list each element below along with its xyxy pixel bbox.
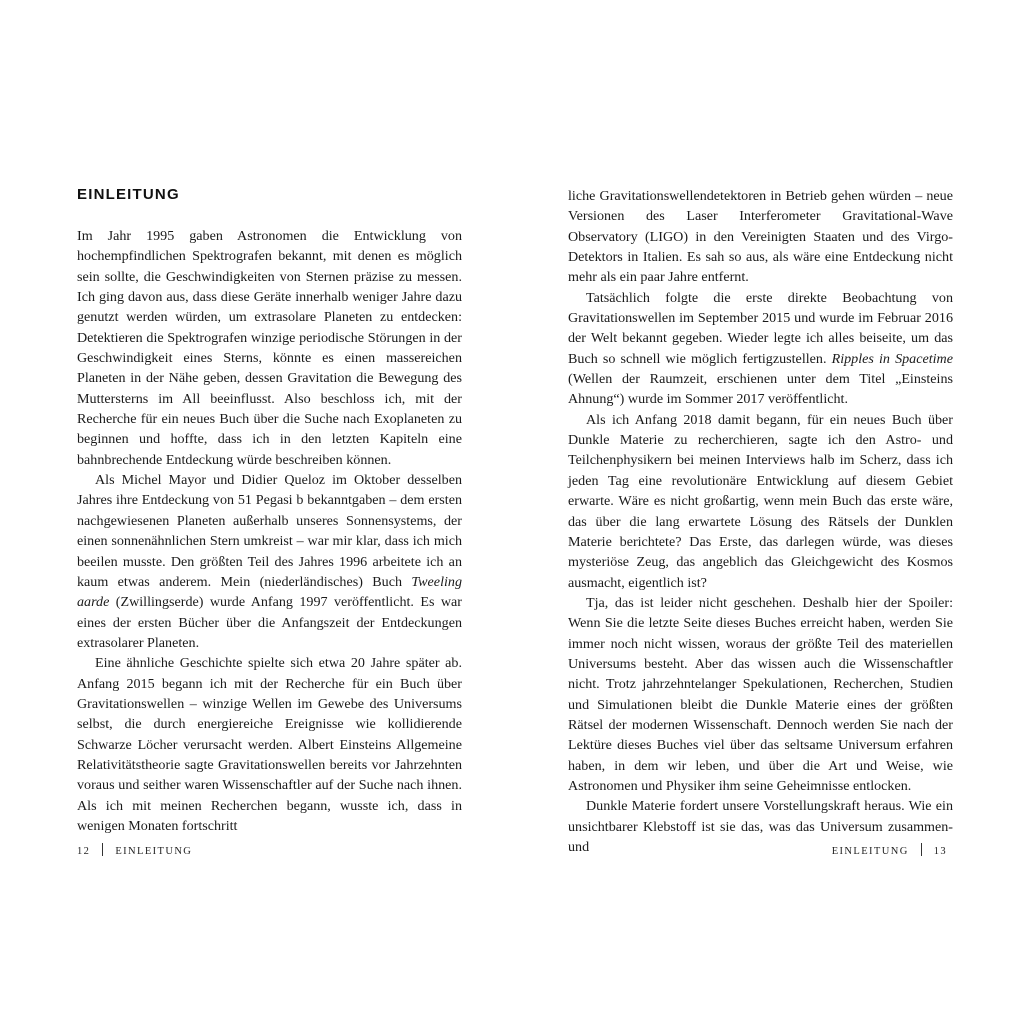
- paragraph: liche Gravitationswellendetektoren in Betrieb gehen würden – neue Versionen des Laser Interferometer Gravitational-Wave Observatory (LIGO) in den Vereinigten Staaten und des Virgo-Detektors in Italien. Es sah so aus, als wäre eine Entdeckung nicht mehr als ein paar Jahre entfernt.: [568, 188, 953, 286]
- paragraph-text: Als Michel Mayor und Didier Queloz im Oktober desselben Jahres ihre Entdeckung von 51 Pegasi b bekanntgaben – dem ersten nachgewiesenen Planeten außerhalb unseres Sonnensystems, der einen sonnenähnlichen Stern umkreist – war mir klar, dass ich mich beeilen musste. Den größten Teil des Jahres 1996 arbeitete ich an kaum etwas anderem. Mein (niederländisches) Buch: [77, 472, 462, 590]
- paragraph: Dunkle Materie fordert unsere Vorstellungskraft heraus. Wie ein unsichtbarer Klebstoff ist sie das, was das Universum zusammen- und: [568, 798, 953, 855]
- footer-divider: [921, 843, 922, 856]
- book-title: Tweeling aarde: [77, 573, 462, 611]
- left-page-footer: [77, 843, 192, 857]
- chapter-heading: EINLEITUNG: [77, 186, 180, 203]
- paragraph-text: (Wellen der Raumzeit, erschienen unter dem Titel „Einsteins Ahnung“) wurde im Sommer 2017 veröffentlicht.: [568, 371, 953, 408]
- right-page-body: [568, 186, 953, 857]
- right-page-footer: [832, 843, 947, 857]
- running-head: EINLEITUNG: [831, 846, 909, 857]
- left-page-body: [77, 226, 462, 836]
- page-number: 13: [933, 846, 947, 857]
- paragraph: Als ich Anfang 2018 damit begann, für ein neues Buch über Dunkle Materie zu recherchieren, sagte ich den Astro- und Teilchenphysikern bei meinen Interviews halb im Scherz, dass ich jeden Tag eine revolutionäre Entwicklung auf diesem Gebiet erwarte. Wäre es nicht großartig, wenn mein Buch das erste wäre, das über die lang erwartete Lösung des Rätsels der Dunklen Materie berichtete? Das Erste, das darlegen würde, was dieses mysteriöse Zeug, das angeblich das Gleichgewicht des Kosmos ausmacht, eigentlich ist?: [568, 411, 953, 591]
- paragraph: Eine ähnliche Geschichte spielte sich etwa 20 Jahre später ab. Anfang 2015 begann ich mit der Recherche für ein Buch über Gravitationswellen – winzige Wellen im Gewebe des Universums selbst, die durch energiereiche Ereignisse wie kollidierende Schwarze Löcher verursacht werden. Albert Einsteins Allgemeine Relativitätstheorie sagte Gravitationswellen bereits vor Jahrzehnten voraus und seither waren Wissenschaftler auf der Suche nach ihnen. Als ich mit meinen Recherchen begann, wusste ich, dass in wenigen Monaten fortschritt: [77, 655, 462, 834]
- paragraph-text: Tatsächlich folgte die erste direkte Beobachtung von Gravitationswellen im September 2015 und wurde im Februar 2016 der Welt bekannt gegeben. Wieder legte ich alles beiseite, um das Buch so schnell wie möglich fertigzustellen.: [568, 289, 953, 367]
- paragraph-text: (Zwillingserde) wurde Anfang 1997 veröffentlicht. Es war eines der ersten Bücher über die Anfangszeit der Entdeckungen extrasolarer Planeten.: [77, 594, 462, 651]
- paragraph: Tja, das ist leider nicht geschehen. Deshalb hier der Spoiler: Wenn Sie die letzte Seite dieses Buches erreicht haben, werden Sie immer noch nicht wissen, woraus der größte Teil des materiellen Universums besteht. Aber das wissen auch die Wissenschaftler nicht. Trotz jahrzehntelanger Spekulationen, Recherchen, Studien und Simulationen bleibt die Dunkle Materie eines der größten Rätsel der modernen Wissenschaft. Dennoch werden Sie nach der Lektüre dieses Buches viel über das seltsame Universum erfahren haben, in dem wir leben, und über die Art und Weise, wie Astronomen und Physiker ihm seine Geheimnisse entlocken.: [568, 594, 953, 794]
- book-title: Ripples in Spacetime: [831, 350, 953, 367]
- paragraph: Im Jahr 1995 gaben Astronomen die Entwicklung von hochempfindlichen Spektrografen bekannt, mit denen es möglich sein sollte, die Geschwindigkeiten von Sternen präzise zu messen. Ich ging davon aus, dass diese Geräte innerhalb weniger Jahre dazu genutzt werden würden, um extrasolare Planeten zu entdecken: Detektieren die Spektrografen winzige periodische Störungen in der Geschwindigkeit eines Sterns, könnte es einen massereichen Planeten in der Nähe geben, dessen Gravitation die Bewegung des Muttersterns im All beeinflusst. Also beschloss ich, mit der Recherche für ein neues Buch über die Suche nach Exoplaneten zu beginnen und hoffte, dass ich in den letzten Kapiteln eine bahnbrechende Entdeckung würde beschreiben können.: [77, 228, 462, 468]
- footer-divider: [102, 843, 103, 856]
- page-number: 12: [77, 846, 91, 857]
- paragraph: [77, 470, 462, 653]
- paragraph: [568, 288, 953, 410]
- running-head: EINLEITUNG: [115, 846, 193, 857]
